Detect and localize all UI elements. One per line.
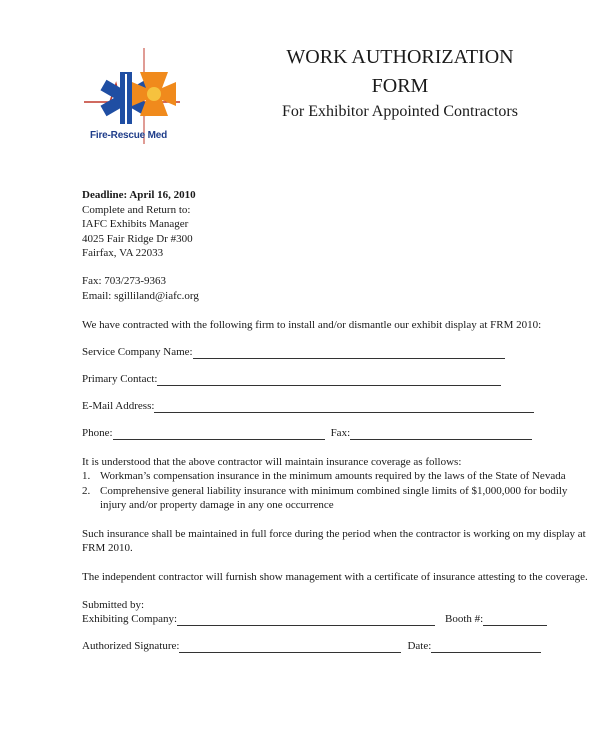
fax-field[interactable] (350, 428, 532, 440)
email-address-field[interactable] (154, 401, 534, 413)
date-field[interactable] (431, 641, 541, 653)
exhibiting-company-label: Exhibiting Company: (82, 613, 178, 625)
authorized-signature-field[interactable] (179, 641, 401, 653)
email-address-label: E-Mail Address: (82, 400, 155, 412)
logo-text: Fire-Rescue Med (90, 130, 168, 141)
insurance-item-1-number: 1. (82, 470, 91, 482)
date-label: Date: (407, 640, 432, 652)
service-company-label: Service Company Name: (82, 346, 193, 358)
form-title: WORK AUTHORIZATION (286, 46, 514, 68)
form-subtitle: For Exhibitor Appointed Contractors (282, 103, 518, 120)
exhibiting-company-row (82, 612, 547, 626)
insurance-maintained: Such insurance shall be maintained in full force during the period when the contractor is working on my display at (82, 528, 586, 540)
service-company-field[interactable] (193, 347, 505, 359)
phone-field[interactable] (113, 428, 325, 440)
insurance-item-2-text: Comprehensive general liability insurance with minimum combined single limits of $1,000,000 for bodily (100, 485, 568, 497)
form-title-line2: FORM (371, 75, 429, 97)
insurance-item-1-text: Workman’s compensation insurance in the minimum amounts required by the laws of the State of Nevada (100, 470, 566, 482)
deadline: Deadline: April 16, 2010 (82, 189, 196, 201)
signature-row (82, 639, 541, 653)
certificate-text: The independent contractor will furnish show management with a certificate of insurance attesting to the coverage. (82, 571, 588, 583)
complete-return: Complete and Return to: (82, 204, 191, 216)
exhibiting-company-field[interactable] (177, 614, 435, 626)
phone-label: Phone: (82, 427, 113, 439)
contact-fax: Fax: 703/273-9363 (82, 275, 167, 287)
primary-contact-row (82, 372, 501, 386)
booth-label: Booth #: (445, 613, 484, 625)
authorized-signature-label: Authorized Signature: (82, 640, 180, 652)
fax-label: Fax: (330, 427, 351, 439)
contact-email: Email: sgilliland@iafc.org (82, 290, 199, 302)
insurance-item-2-text-line2: injury and/or property damage in any one occurrence (100, 499, 334, 511)
submitted-by: Submitted by: (82, 599, 145, 611)
primary-contact-field[interactable] (157, 374, 501, 386)
address-line2: Fairfax, VA 22033 (82, 247, 164, 259)
organization: IAFC Exhibits Manager (82, 218, 189, 230)
insurance-item-2-number: 2. (82, 485, 91, 497)
primary-contact-label: Primary Contact: (82, 373, 158, 385)
service-company-row (82, 345, 505, 359)
insurance-intro: It is understood that the above contractor will maintain insurance coverage as follows: (82, 456, 462, 468)
booth-field[interactable] (483, 614, 547, 626)
intro-text: We have contracted with the following firm to install and/or dismantle our exhibit display at FRM 2010: (82, 319, 542, 331)
address-line1: 4025 Fair Ridge Dr #300 (82, 233, 193, 245)
insurance-maintained-line2: FRM 2010. (82, 542, 133, 554)
email-address-row (82, 399, 534, 413)
phone-fax-row (82, 426, 532, 440)
